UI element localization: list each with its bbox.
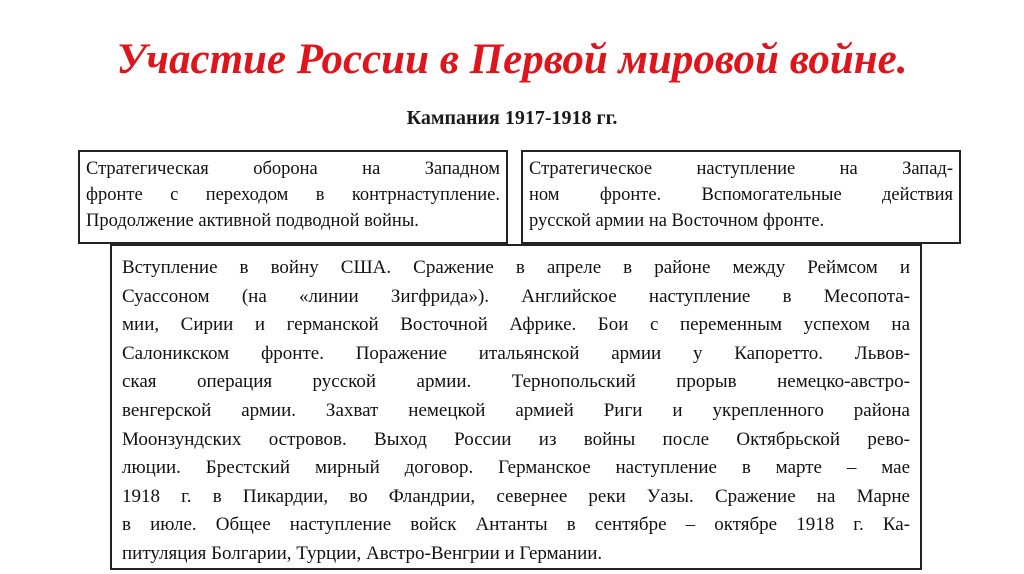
main-box-line: Вступление в войну США. Сражение в апреле в районе между Реймсом и: [122, 257, 910, 278]
main-box-line: Суассоном (на «линии Зигфрида»). Английское наступление в Месопота-: [122, 285, 910, 307]
main-box-events: [110, 244, 922, 570]
right-box-line: русской армии на Восточном фронте.: [529, 211, 825, 231]
right-box-line: ном фронте. Вспомогательные действия: [529, 185, 953, 205]
main-box-line: 1918 г. в Пикардии, во Фландрии, севернее реки Уазы. Сражение на Марне: [122, 485, 910, 507]
left-box-line: Стратегическая оборона на Западном: [86, 159, 500, 179]
main-box-line: Моонзундских островов. Выход России из войны после Октябрьской рево-: [122, 428, 910, 450]
left-box-line: фронте с переходом в контрнаступление.: [86, 185, 500, 205]
main-box-line: питуляция Болгарии, Турции, Австро-Венгрии и Германии.: [122, 542, 603, 564]
right-box-line: Стратегическое наступление на Запад-: [529, 159, 953, 179]
main-box-line: ская операция русской армии. Тернопольский прорыв немецко-австро-: [122, 371, 910, 393]
main-box-line: люции. Брестский мирный договор. Германское наступление в марте – мае: [122, 457, 910, 479]
left-box-western-front: [78, 150, 508, 244]
campaign-subtitle: Кампания 1917-1918 гг.: [406, 107, 618, 129]
main-box-line: в июле. Общее наступление войск Антанты в сентябре – октябре 1918 г. Ка-: [122, 514, 910, 536]
right-box-offensive: [521, 150, 961, 244]
main-box-line: мии, Сирии и германской Восточной Африке. Бои с переменным успехом на: [122, 314, 910, 336]
page-title: Участие России в Первой мировой войне.: [116, 36, 908, 83]
left-box-line: Продолжение активной подводной войны.: [86, 211, 419, 231]
main-box-line: венгерской армии. Захват немецкой армией Риги и укрепленного района: [122, 399, 910, 421]
main-box-line: Салоникском фронте. Поражение итальянской армии у Капоретто. Львов-: [122, 342, 910, 364]
